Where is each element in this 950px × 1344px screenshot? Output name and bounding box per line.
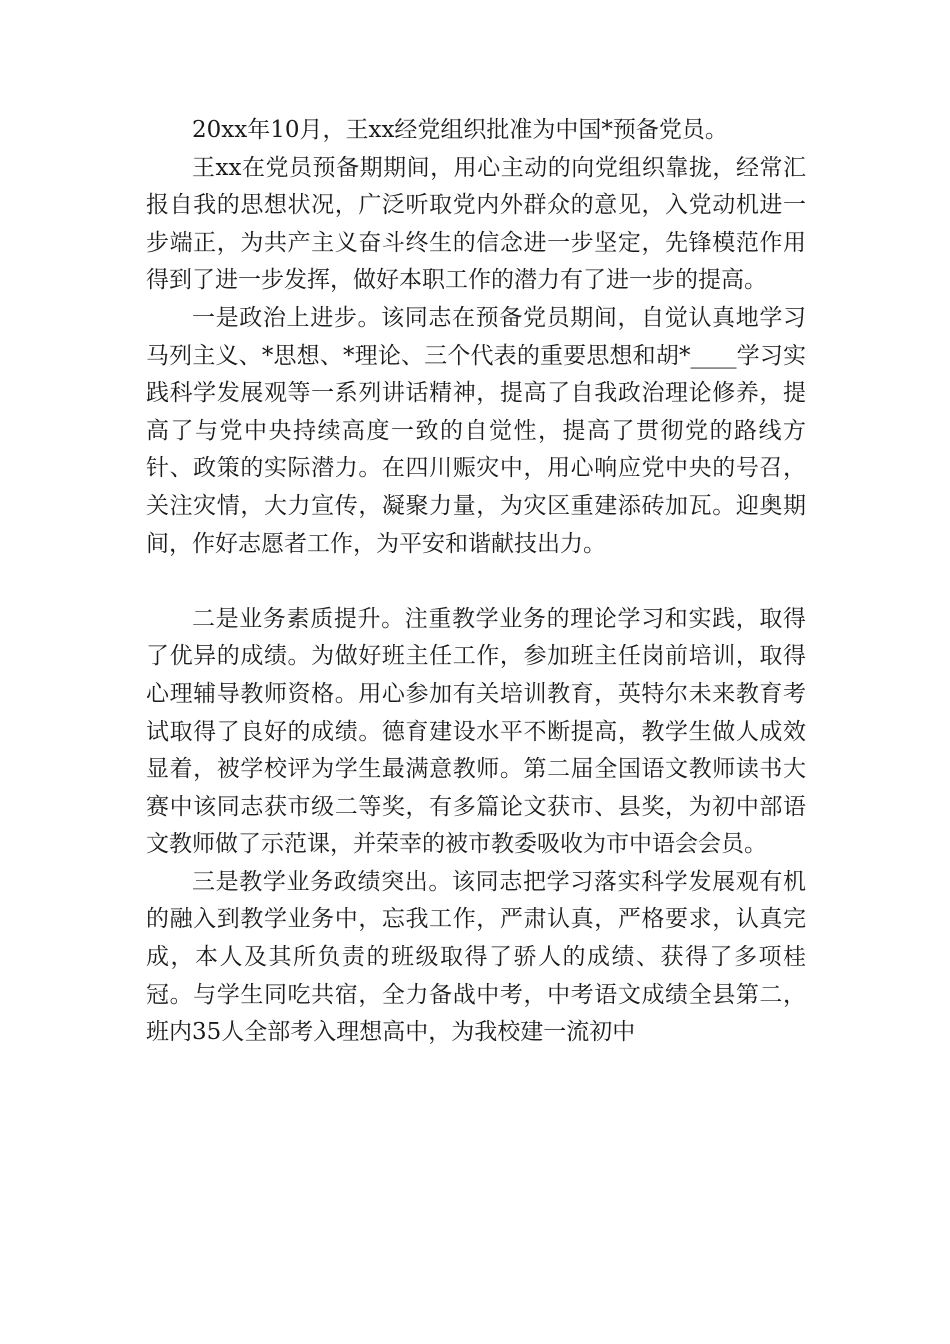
paragraph-professional-quality: 二是业务素质提升。注重教学业务的理论学习和实践，取得了优异的成绩。为做好班主任工作，参加班主任岗前培训，取得心理辅导教师资格。用心参加有关培训教育，英特尔未来教育考试取得了良好的成绩。德育建设水平不断提高，教学生做人成效显着，被学校评为学生最满意教师。第二届全国语文教师读书大赛中该同志获市级二等奖，有多篇论文获市、县奖，为初中部语文教师做了示范课，并荣幸的被市教委吸收为市中语会会员。 [146, 605, 806, 858]
paragraph-political-progress: 一是政治上进步。该同志在预备党员期间，自觉认真地学习马列主义、*思想、*理论、三个代表的重要思想和胡*____学习实践科学发展观等一系列讲话精神，提高了自我政治理论修养，提高了与党中央持续高度一致的自觉性，提高了贯彻党的路线方针、政策的实际潜力。在四川赈灾中，用心响应党中央的号召，关注灾情，大力宣传，凝聚力量，为灾区重建添砖加瓦。迎奥期间，作好志愿者工作，为平安和谐献技出力。 [146, 304, 806, 557]
paragraph-gap [146, 563, 806, 601]
paragraph-probation-summary: 王xx在党员预备期期间，用心主动的向党组织靠拢，经常汇报自我的思想状况，广泛听取党内外群众的意见，入党动机进一步端正，为共产主义奋斗终生的信念进一步坚定，先锋模范作用得到了进一步发挥，做好本职工作的潜力有了进一步的提高。 [146, 154, 806, 294]
paragraph-approval: 20xx年10月，王xx经党组织批准为中国*预备党员。 [192, 117, 728, 143]
document-body [146, 112, 806, 1052]
paragraph-teaching-achievement: 三是教学业务政绩突出。该同志把学习落实科学发展观有机的融入到教学业务中，忘我工作，严肃认真，严格要求，认真完成，本人及其所负责的班级取得了骄人的成绩、获得了多项桂冠。与学生同吃共宿，全力备战中考，中考语文成绩全县第二，班内35人全部考入理想高中，为我校建一流初中 [146, 868, 806, 1046]
